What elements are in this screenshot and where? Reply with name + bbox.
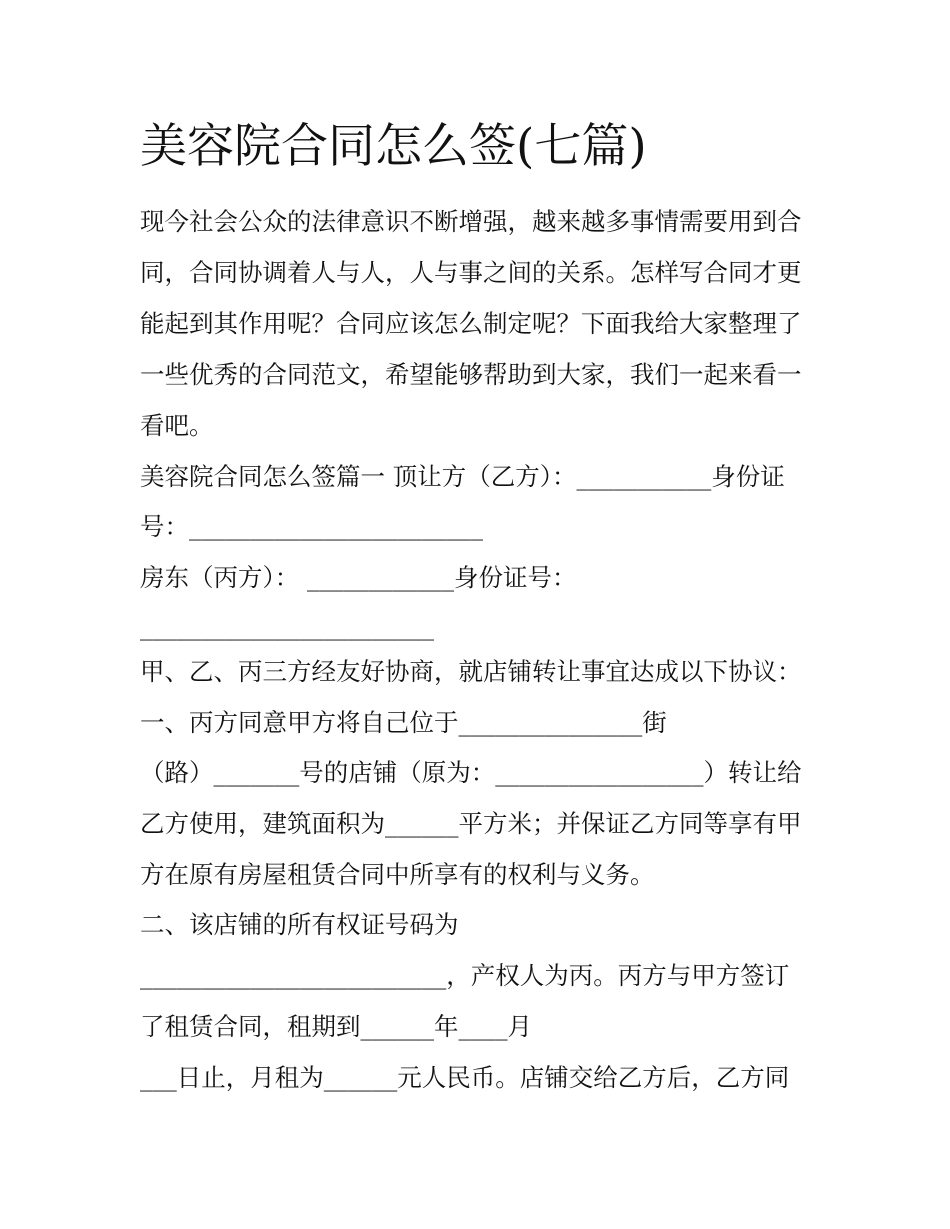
paragraph-line: 一些优秀的合同范文，希望能够帮助到大家，我们一起来看一	[140, 360, 802, 389]
paragraph-line: 了租赁合同，租期到______年____月	[140, 1012, 532, 1041]
paragraph-line: ________________________	[140, 612, 434, 641]
paragraph-line: 同，合同协调着人与人，人与事之间的关系。怎样写合同才更	[140, 258, 802, 287]
paragraph-line: 房东（丙方）： ____________身份证号：	[140, 563, 577, 592]
paragraph-line: 能起到其作用呢？合同应该怎么制定呢？下面我给大家整理了	[140, 309, 802, 338]
paragraph-line: 甲、乙、丙三方经友好协商，就店铺转让事宜达成以下协议：	[140, 657, 802, 686]
paragraph-line: 一、丙方同意甲方将自己位于_______________街	[140, 708, 667, 737]
document-title: 美容院合同怎么签(七篇)	[140, 119, 647, 174]
paragraph-line: ___日止，月租为______元人民币。店铺交给乙方后，乙方同	[140, 1063, 790, 1092]
paragraph-line: _________________________，产权人为丙。丙方与甲方签订	[140, 961, 790, 990]
paragraph-line: 方在原有房屋租赁合同中所享有的权利与义务。	[140, 860, 655, 889]
paragraph-line: （路）_______号的店铺（原为：_________________）转让给	[140, 758, 802, 787]
paragraph-line: 美容院合同怎么签篇一 顶让方（乙方）：___________身份证	[140, 462, 785, 491]
paragraph-line: 号：________________________	[140, 512, 483, 541]
paragraph-line: 现今社会公众的法律意识不断增强，越来越多事情需要用到合	[140, 207, 802, 236]
paragraph-line: 看吧。	[140, 411, 214, 440]
paragraph-line: 乙方使用，建筑面积为______平方米；并保证乙方同等享有甲	[140, 809, 802, 838]
paragraph-line: 二、该店铺的所有权证号码为	[140, 910, 459, 939]
